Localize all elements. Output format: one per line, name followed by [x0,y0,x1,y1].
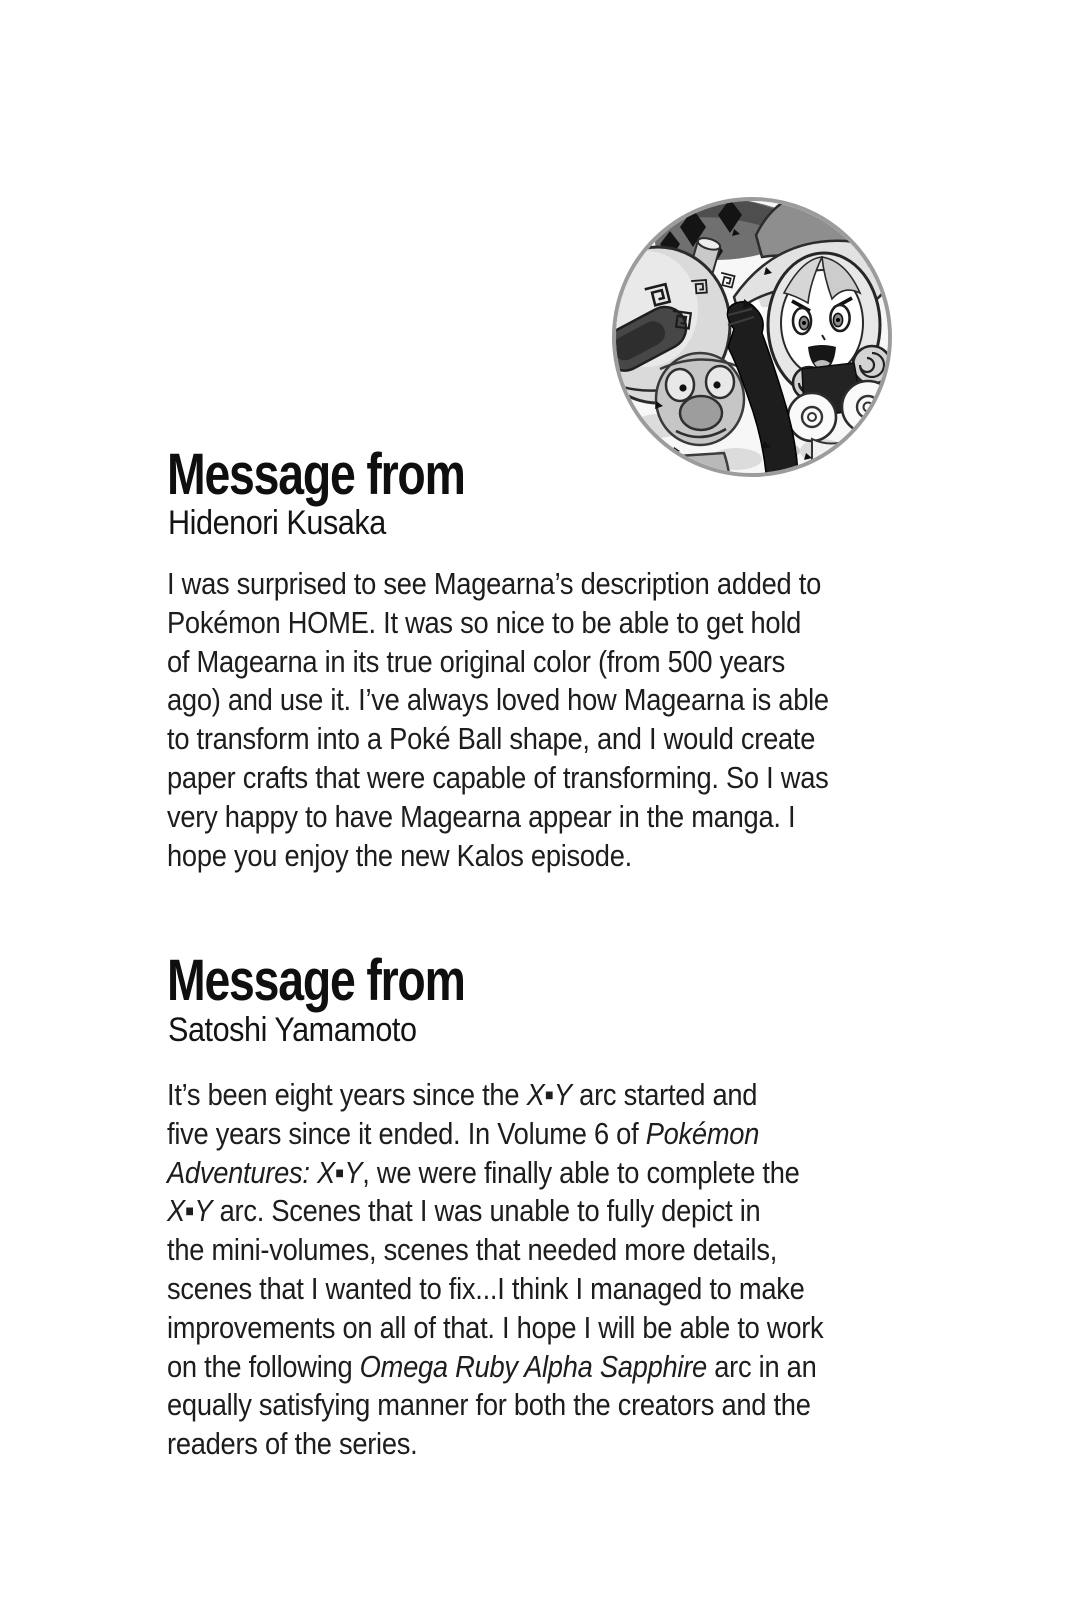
manga-art-illustration [616,201,888,473]
text-line: X▪Y arc. Scenes that I was unable to fully depict in [167,1193,761,1229]
message-paragraph-kusaka [167,565,829,875]
text-line: five years since it ended. In Volume 6 of Pokémon [167,1115,760,1151]
text-line: It’s been eight years since the X▪Y arc started and [167,1077,758,1112]
text-line: of Magearna in its true original color (from 500 years [167,643,786,679]
text-line: I was surprised to see Magearna’s description added to [167,566,821,601]
text-line: equally satisfying manner for both the creators and the [167,1387,811,1423]
section-heading-kusaka: Message from [167,442,465,507]
text-line: Pokémon HOME. It was so nice to be able to get hold [167,604,802,640]
author-name-kusaka: Hidenori Kusaka [168,504,386,542]
text-line: readers of the series. [167,1426,418,1462]
text-line: to transform into a Poké Ball shape, and I would create [167,721,816,757]
text-line: the mini-volumes, scenes that needed more details, [167,1232,778,1268]
manga-portrait-art [612,197,892,477]
author-name-yamamoto: Satoshi Yamamoto [168,1011,417,1049]
text-line: hope you enjoy the new Kalos episode. [167,837,632,873]
text-line: scenes that I wanted to fix...I think I managed to make [167,1270,805,1306]
text-line: very happy to have Magearna appear in the manga. I [167,798,796,834]
text-line: Adventures: X▪Y, we were finally able to complete the [167,1154,800,1190]
section-heading-yamamoto: Message from [167,948,465,1013]
message-paragraph-yamamoto [167,1076,823,1464]
text-line: ago) and use it. I’ve always loved how Magearna is able [167,682,829,718]
text-line: paper crafts that were capable of transforming. So I was [167,759,829,795]
text-line: on the following Omega Ruby Alpha Sapphire arc in an [167,1348,817,1384]
text-line: improvements on all of that. I hope I will be able to work [167,1309,824,1345]
